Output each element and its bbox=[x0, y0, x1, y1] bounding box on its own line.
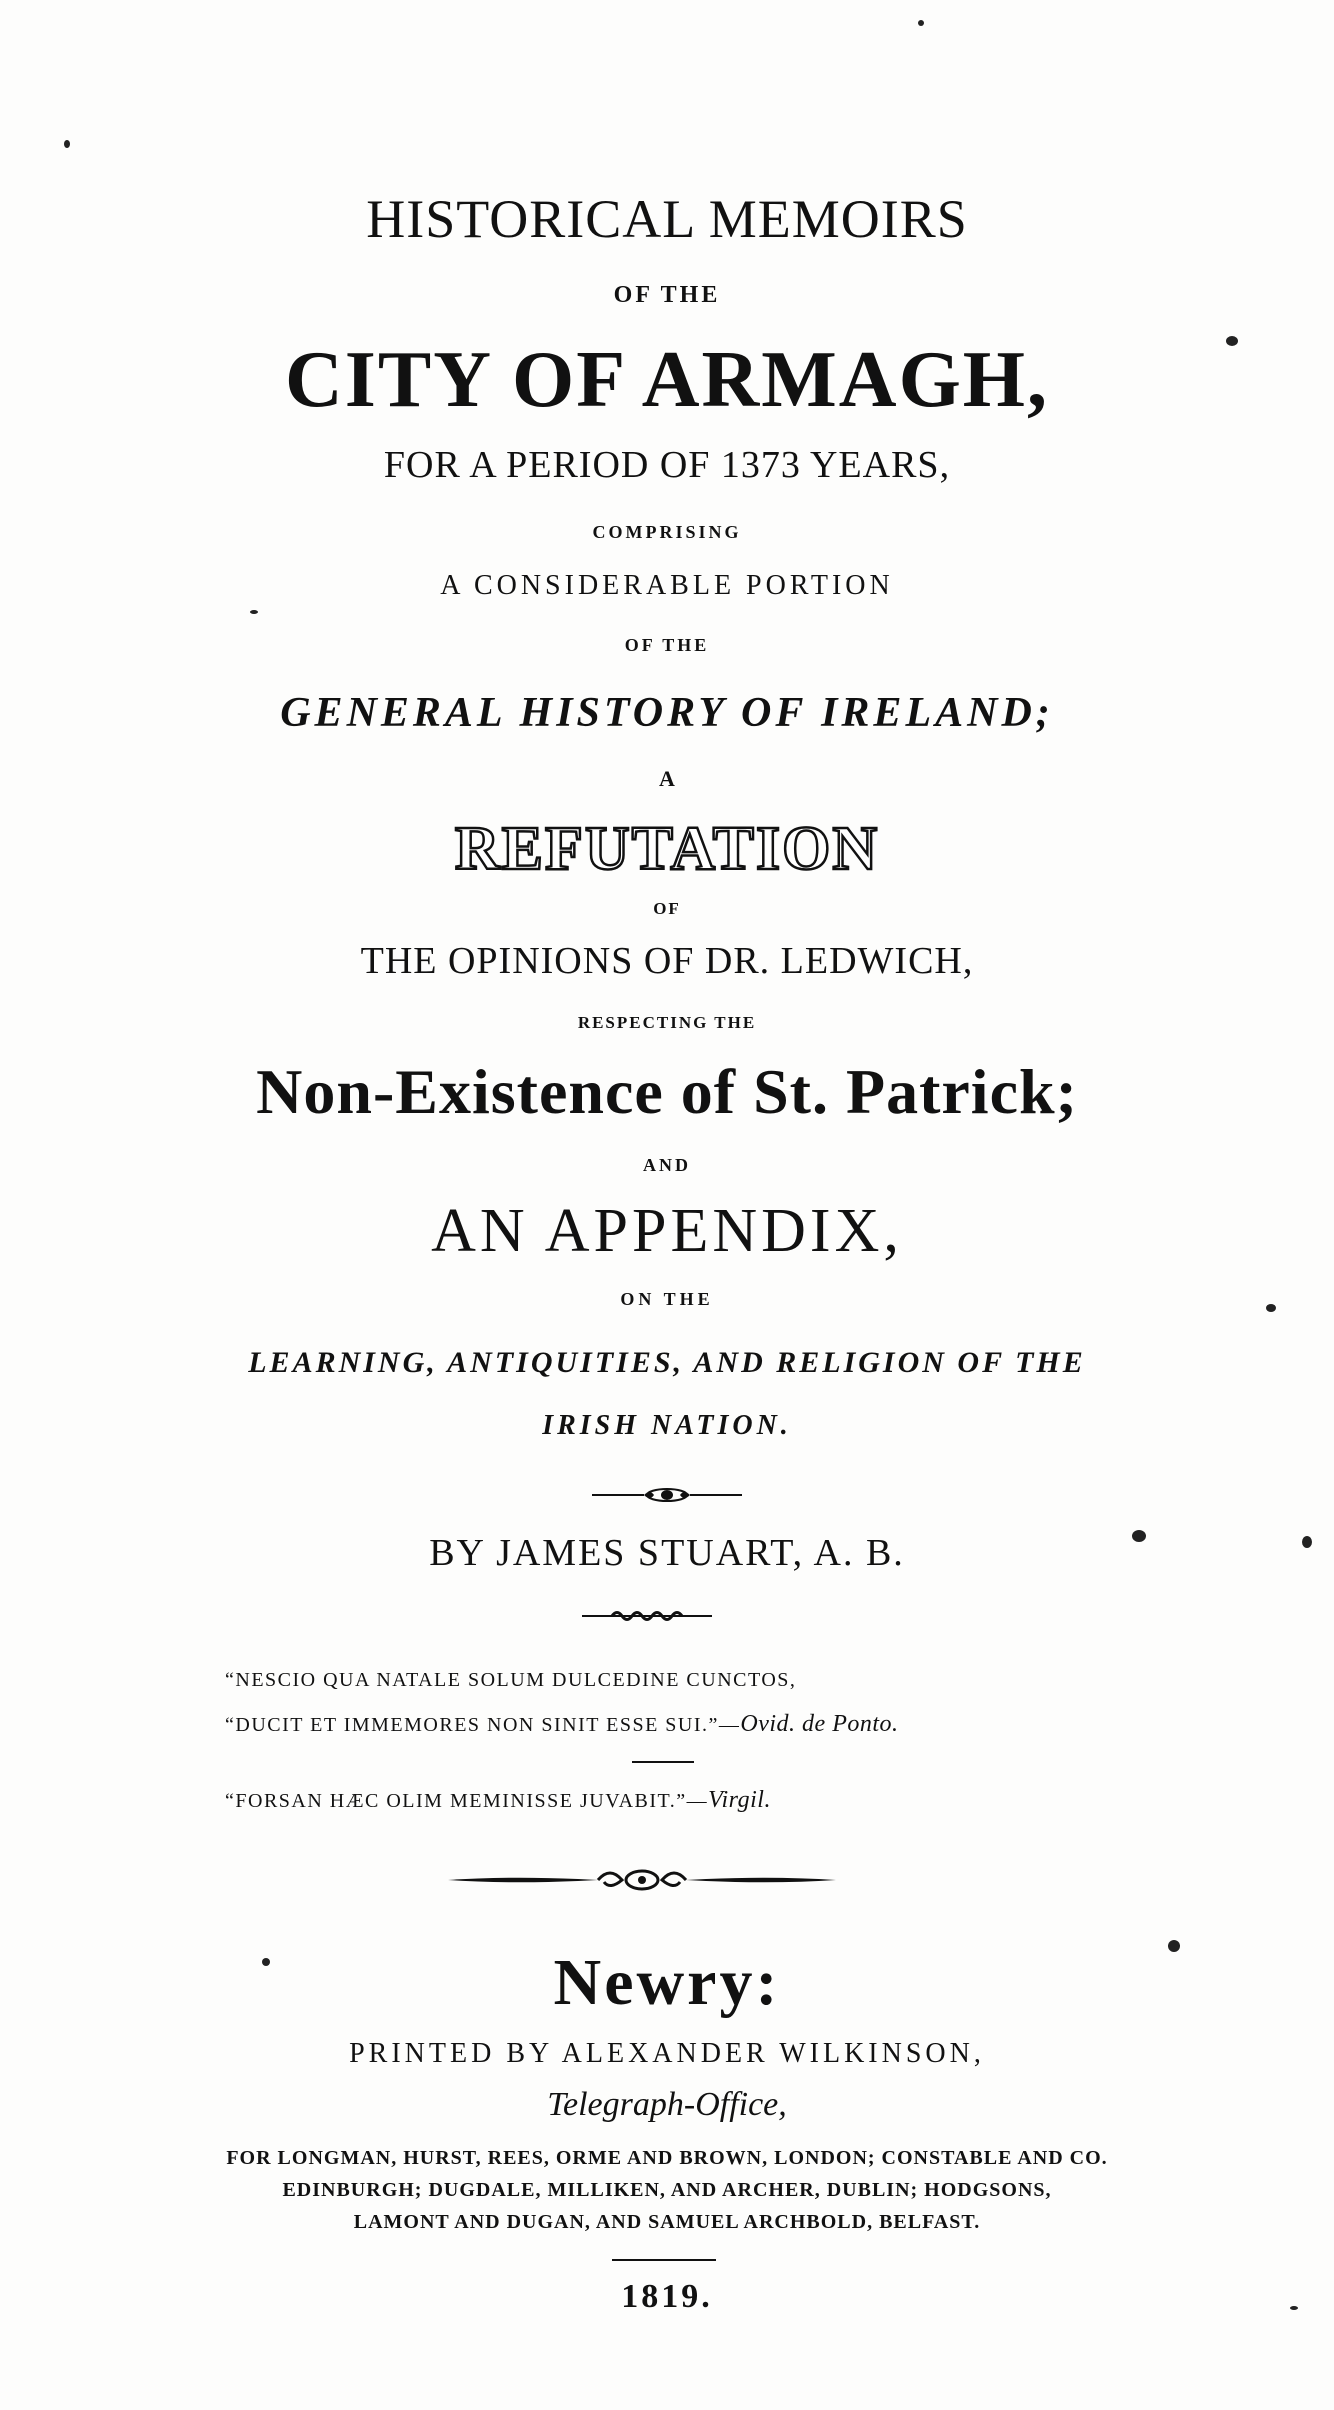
connector-of: OF bbox=[653, 899, 681, 918]
book-title: HISTORICAL MEMOIRS bbox=[366, 189, 968, 249]
portion-line: A CONSIDERABLE PORTION bbox=[440, 570, 894, 601]
large-ornament-icon bbox=[448, 1866, 836, 1894]
general-history-line: GENERAL HISTORY OF IRELAND; bbox=[280, 690, 1054, 736]
connector-and: AND bbox=[643, 1155, 691, 1175]
opinions-line: THE OPINIONS OF DR. LEDWICH, bbox=[360, 940, 974, 982]
city-heading: CITY OF ARMAGH, bbox=[284, 336, 1050, 424]
epigraph-line-1: “NESCIO QUA NATALE SOLUM DULCEDINE CUNCTOS, bbox=[225, 1669, 797, 1691]
ink-speck bbox=[1226, 336, 1238, 346]
ink-speck bbox=[1168, 1940, 1180, 1952]
epigraph-source-ovid: Ovid. de Ponto. bbox=[740, 1711, 899, 1737]
comprising-label: COMPRISING bbox=[592, 522, 742, 542]
ink-speck bbox=[64, 140, 70, 148]
ink-speck bbox=[250, 610, 258, 614]
office-line: Telegraph-Office, bbox=[547, 2086, 787, 2123]
sellers-line-1: FOR LONGMAN, HURST, REES, ORME AND BROWN, LONDON; CONSTABLE AND CO. bbox=[226, 2147, 1108, 2169]
sellers-line-3: LAMONT AND DUGAN, AND SAMUEL ARCHBOLD, BELFAST. bbox=[353, 2211, 981, 2233]
appendix-heading: AN APPENDIX, bbox=[431, 1197, 903, 1265]
non-existence-heading: Non-Existence of St. Patrick; bbox=[256, 1056, 1078, 1127]
period-line: FOR A PERIOD OF 1373 YEARS, bbox=[383, 444, 951, 486]
epigraph-line-3 bbox=[225, 1788, 771, 1812]
epigraph-divider bbox=[632, 1761, 694, 1763]
ink-speck bbox=[1290, 2306, 1298, 2310]
ink-speck bbox=[1132, 1530, 1146, 1542]
author-line: BY JAMES STUART, A. B. bbox=[429, 1532, 905, 1574]
connector-of-the: OF THE bbox=[613, 282, 721, 308]
refutation-heading: REFUTATION bbox=[454, 815, 880, 883]
epigraph-source-virgil: Virgil. bbox=[708, 1787, 771, 1813]
sellers-line-2: EDINBURGH; DUGDALE, MILLIKEN, AND ARCHER, DUBLIN; HODGSONS, bbox=[282, 2179, 1052, 2201]
irish-nation-line: IRISH NATION. bbox=[542, 1410, 792, 1441]
epigraph-line-2-text: “DUCIT ET IMMEMORES NON SINIT ESSE SUI.”— bbox=[225, 1714, 741, 1736]
connector-of-the-2: OF THE bbox=[624, 635, 710, 655]
ink-speck bbox=[262, 1958, 270, 1966]
place-heading: Newry: bbox=[553, 1946, 781, 2019]
ink-speck bbox=[1302, 1536, 1312, 1548]
respecting-label: RESPECTING THE bbox=[577, 1013, 757, 1032]
small-ornament-icon bbox=[592, 1486, 742, 1504]
connector-on-the: ON THE bbox=[620, 1289, 714, 1309]
ink-speck bbox=[918, 20, 924, 26]
learning-line: LEARNING, ANTIQUITIES, AND RELIGION OF THE bbox=[248, 1346, 1086, 1379]
connector-a: A bbox=[659, 766, 675, 791]
epigraph-line-3-text: “FORSAN HÆC OLIM MEMINISSE JUVABIT.”— bbox=[225, 1790, 709, 1812]
publication-year: 1819. bbox=[621, 2278, 713, 2315]
printer-line: PRINTED BY ALEXANDER WILKINSON, bbox=[349, 2038, 985, 2069]
imprint-divider bbox=[612, 2259, 716, 2261]
ink-speck bbox=[1266, 1304, 1276, 1312]
author-ornament-icon bbox=[582, 1608, 712, 1624]
epigraph-line-2 bbox=[225, 1712, 899, 1736]
